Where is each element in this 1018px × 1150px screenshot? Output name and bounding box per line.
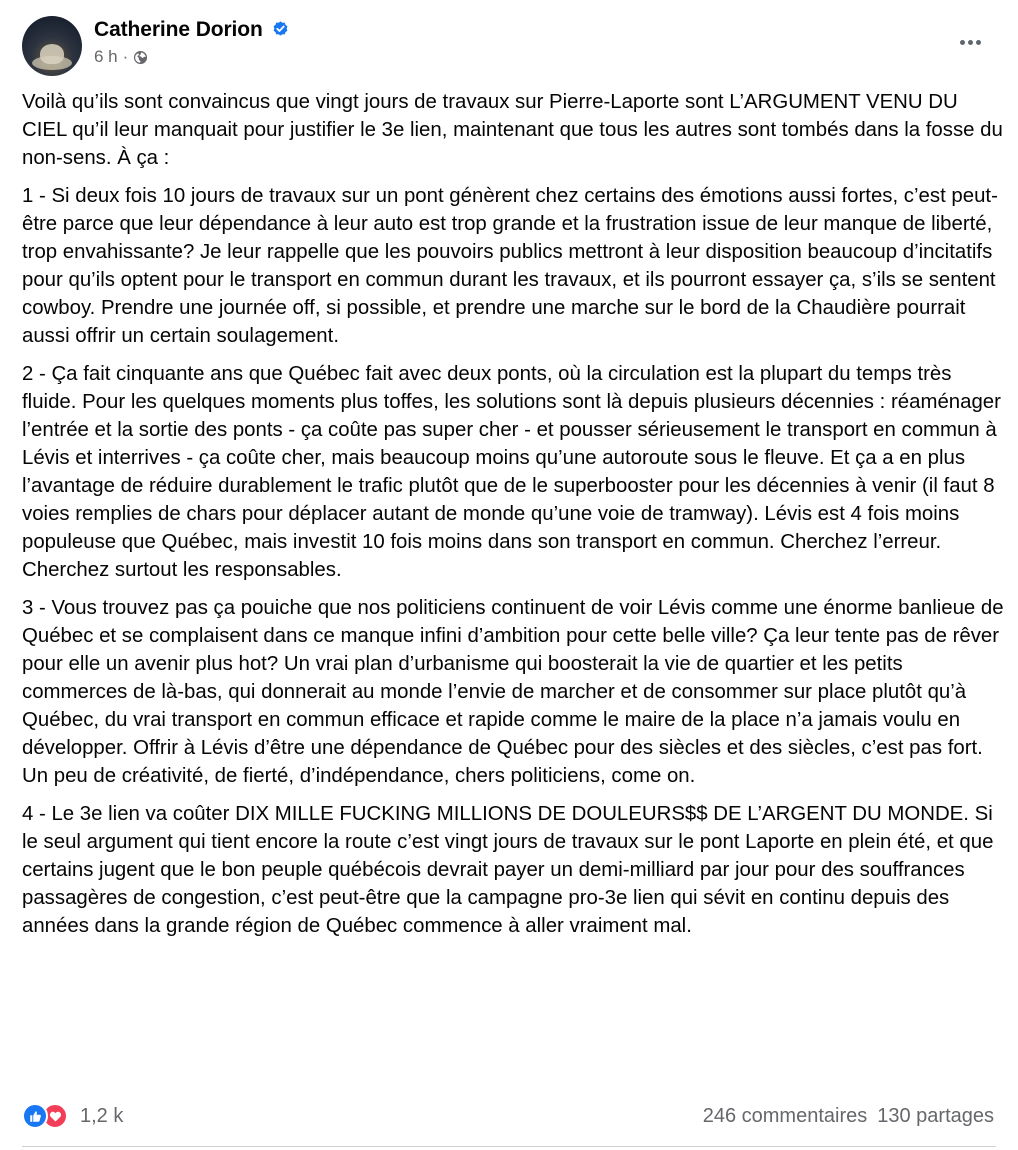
- shares-count[interactable]: 130 partages: [877, 1104, 994, 1127]
- more-options-button[interactable]: [950, 24, 990, 60]
- meta-separator: ·: [122, 47, 129, 66]
- post-body: [22, 88, 1007, 950]
- more-options-icon: [960, 40, 981, 45]
- verified-badge-icon: [272, 20, 289, 37]
- reactions-count[interactable]: 1,2 k: [80, 1104, 124, 1127]
- reactions-summary[interactable]: [22, 1103, 123, 1129]
- post-footer: [22, 1100, 994, 1132]
- footer-divider: [22, 1146, 996, 1147]
- author-name[interactable]: Catherine Dorion: [94, 18, 263, 41]
- avatar[interactable]: [22, 16, 82, 76]
- globe-icon[interactable]: [133, 50, 148, 65]
- post-meta: [94, 47, 289, 67]
- post-time[interactable]: 6 h: [94, 47, 118, 66]
- comments-count[interactable]: 246 commentaires: [702, 1104, 868, 1127]
- author-block: [94, 18, 289, 67]
- post-header: [22, 16, 996, 78]
- post-paragraph: Voilà qu’ils sont convaincus que vingt jours de travaux sur Pierre-Laporte sont L’ARGUMENT VENU DU CIEL qu’il leur manquait pour justifier le 3e lien, maintenant que tous les autres sont tombés dans la fosse du non-sens. À ça :: [22, 91, 1003, 169]
- post-paragraph: 1 - Si deux fois 10 jours de travaux sur un pont génèrent chez certains des émotions aussi fortes, c’est peut-être parce que leur dépendance à leur auto est trop grande et la frustration issue de leur manque de liberté, trop envahissante? Je leur rappelle que les pouvoirs publics mettront à leur disposition beaucoup d’incitatifs pour qu’ils optent pour le transport en commun durant les travaux, et ils pourront essayer ça, s’ils se sentent cowboy. Prendre une journée off, si possible, et prendre une marche sur le bord de la Chaudière pourrait aussi offrir un certain soulagement.: [22, 185, 998, 347]
- post-stats: [703, 1105, 994, 1128]
- reaction-icons: [22, 1103, 68, 1129]
- post-paragraph: 3 - Vous trouvez pas ça pouiche que nos politiciens continuent de voir Lévis comme une énorme banlieue de Québec et se complaisent dans ce manque infini d’ambition pour cette belle ville? Ça leur tente pas de rêver pour elle un avenir plus hot? Un vrai plan d’urbanisme qui boosterait la vie de quartier et les petits commerces de là-bas, qui donnerait au monde l’envie de marcher et de consommer sur place plutôt qu’à Québec, du vrai transport en commun efficace et rapide comme le maire de la place n’a jamais voulu en développer. Offrir à Lévis d’être une dépendance de Québec pour des siècles et des siècles, c’est pas fort. Un peu de créativité, de fierté, d’indépendance, chers politiciens, come on.: [22, 597, 1004, 787]
- post-paragraph: 2 - Ça fait cinquante ans que Québec fait avec deux ponts, où la circulation est la plupart du temps très fluide. Pour les quelques moments plus toffes, les solutions sont là depuis plusieurs décennies : réaménager l’entrée et la sortie des ponts - ça coûte pas super cher - et pousser sérieusement le transport en commun à Lévis et interrives - ça coûte cher, mais beaucoup moins qu’une autoroute sous le fleuve. Et ça a en plus l’avantage de réduire durablement le trafic plutôt que de le superbooster pour les décennies à venir (il faut 8 voies remplies de chars pour déplacer autant de monde qu’une voie de tramway). Lévis est 4 fois moins populeuse que Québec, mais investit 10 fois moins dans son transport en commun. Cherchez l’erreur. Cherchez surtout les responsables.: [22, 363, 1001, 581]
- post-paragraph: 4 - Le 3e lien va coûter DIX MILLE FUCKING MILLIONS DE DOULEURS$$ DE L’ARGENT DU MONDE. Si le seul argument qui tient encore la route c’est vingt jours de travaux sur le pont Laporte en plein été, et que certains jugent que le bon peuple québécois devrait payer un demi-milliard par jour pour des souffrances passagères de congestion, c’est peut-être que la campagne pro-3e lien qui sévit en continu depuis des années dans la grande région de Québec commence à aller vraiment mal.: [22, 803, 994, 937]
- like-reaction-icon: [22, 1103, 48, 1129]
